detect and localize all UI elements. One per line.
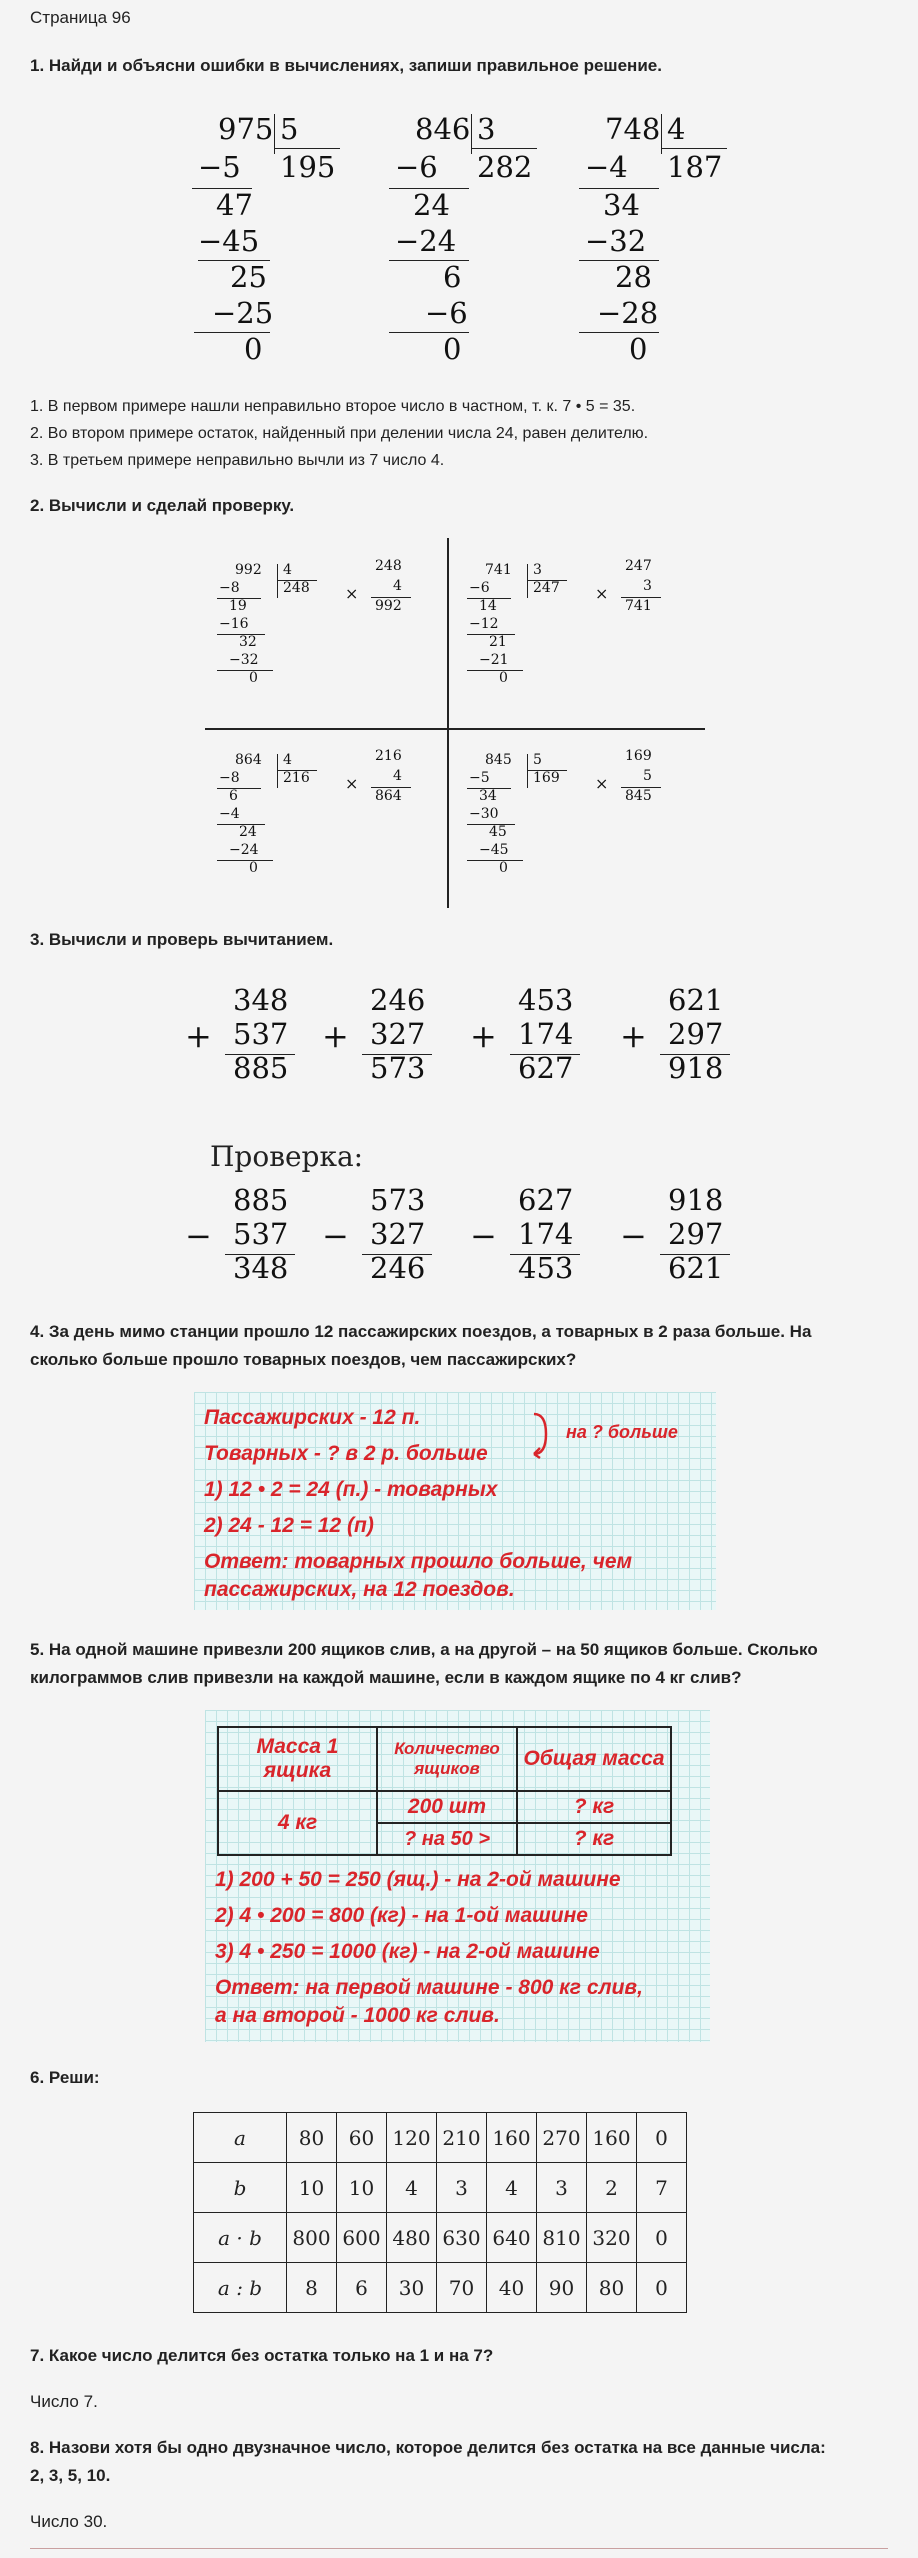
times-sign: × bbox=[595, 584, 609, 603]
quad-4 bbox=[455, 728, 695, 908]
row-header: a · b bbox=[194, 2213, 287, 2263]
task3-sums bbox=[0, 975, 918, 1095]
operand: 918 bbox=[668, 1051, 724, 1085]
quad-number: −4 bbox=[219, 806, 240, 822]
column-example bbox=[620, 1175, 750, 1295]
column-example bbox=[185, 1175, 315, 1295]
sign: + bbox=[470, 1017, 497, 1055]
check-number: 3 bbox=[643, 578, 652, 594]
quad-number: 247 bbox=[533, 580, 560, 596]
check-line bbox=[621, 597, 661, 598]
task2-title: 2. Вычисли и сделай проверку. bbox=[30, 496, 295, 515]
check-line bbox=[621, 787, 661, 788]
task8-title-2: 2, 3, 5, 10. bbox=[30, 2466, 111, 2485]
operand: 537 bbox=[233, 1017, 289, 1051]
table-cell: 4 bbox=[387, 2163, 437, 2213]
operand: 453 bbox=[518, 1251, 574, 1285]
quad-line bbox=[217, 824, 265, 825]
task5-title-2: килограммов слив привезли на каждой машине, если в каждом ящике по 4 кг слив? bbox=[30, 1668, 742, 1687]
task3-checks bbox=[0, 1175, 918, 1295]
row-header: a bbox=[194, 2113, 287, 2163]
quad-line bbox=[467, 788, 511, 789]
sign: + bbox=[620, 1017, 647, 1055]
check-line bbox=[371, 597, 411, 598]
table-cell: 90 bbox=[537, 2263, 587, 2313]
table-row bbox=[194, 2163, 687, 2213]
quad-number: 21 bbox=[489, 634, 507, 650]
operand: 627 bbox=[518, 1183, 574, 1217]
check-number: 248 bbox=[375, 558, 402, 574]
operand: 573 bbox=[370, 1183, 426, 1217]
sum-line bbox=[510, 1254, 580, 1255]
sign: + bbox=[185, 1017, 212, 1055]
operand: 327 bbox=[370, 1217, 426, 1251]
quad-line bbox=[467, 634, 515, 635]
operand: 918 bbox=[668, 1183, 724, 1217]
quad-number: 6 bbox=[229, 788, 238, 804]
quad-number: 4 bbox=[283, 752, 292, 768]
table-cell: 6 bbox=[337, 2263, 387, 2313]
row-header: a : b bbox=[194, 2263, 287, 2313]
times-sign: × bbox=[345, 774, 359, 793]
quad-number: 32 bbox=[239, 634, 257, 650]
task4-solution: Пассажирских - 12 п. Товарных - ? в 2 р. больше на ? больше 1) 12 • 2 = 24 (п.) - товарных 2) 24 - 12 = 12 (п) Ответ: товарных прошло больше, чем пассажирских, на 12 поездов. bbox=[194, 1392, 716, 1610]
table-cell: 0 bbox=[637, 2113, 687, 2163]
check-line bbox=[371, 787, 411, 788]
sign: − bbox=[185, 1217, 212, 1255]
table-cell: 0 bbox=[637, 2263, 687, 2313]
task4-title-1: 4. За день мимо станции прошло 12 пассажирских поездов, а товарных в 2 раза больше. На bbox=[30, 1322, 812, 1341]
quad-number: −45 bbox=[479, 842, 509, 858]
sum-line bbox=[225, 1254, 295, 1255]
check-number: 845 bbox=[625, 788, 652, 804]
operand: 453 bbox=[518, 983, 574, 1017]
quad-number: 19 bbox=[229, 598, 247, 614]
table-cell: 630 bbox=[437, 2213, 487, 2263]
table-cell: 640 bbox=[487, 2213, 537, 2263]
table-cell: 320 bbox=[587, 2213, 637, 2263]
quad-number: 5 bbox=[533, 752, 542, 768]
table-cell: 2 bbox=[587, 2163, 637, 2213]
column-example bbox=[322, 1175, 452, 1295]
quad-line bbox=[527, 564, 528, 598]
check-number: 741 bbox=[625, 598, 652, 614]
quad-line bbox=[527, 580, 567, 581]
quad-number: −12 bbox=[469, 616, 499, 632]
quad-line bbox=[527, 770, 567, 771]
times-sign: × bbox=[595, 774, 609, 793]
quad-number: 3 bbox=[533, 562, 542, 578]
sum-line bbox=[362, 1254, 432, 1255]
row-header: b bbox=[194, 2163, 287, 2213]
task1-answer-1: 1. В первом примере нашли неправильно второе число в частном, т. к. 7 • 5 = 35. bbox=[30, 398, 636, 415]
operand: 348 bbox=[233, 1251, 289, 1285]
sum-line bbox=[510, 1054, 580, 1055]
task6-title: 6. Реши: bbox=[30, 2068, 100, 2087]
division-3: 748 4 187 −4 34 −32 28 −28 0 bbox=[575, 100, 775, 380]
operand: 174 bbox=[518, 1217, 574, 1251]
column-example bbox=[470, 975, 600, 1095]
quad-line bbox=[277, 580, 317, 581]
operand: 297 bbox=[668, 1217, 724, 1251]
sign: − bbox=[470, 1217, 497, 1255]
quad-number: −21 bbox=[479, 652, 509, 668]
table-cell: 160 bbox=[587, 2113, 637, 2163]
page-label: Страница 96 bbox=[30, 8, 131, 27]
quad-number: −5 bbox=[469, 770, 490, 786]
task8-answer: Число 30. bbox=[30, 2512, 108, 2531]
quad-line bbox=[467, 598, 511, 599]
quad-number: 4 bbox=[283, 562, 292, 578]
table-cell: 270 bbox=[537, 2113, 587, 2163]
task5-table: Масса 1 ящика Количество ящиков Общая масса 4 кг 200 шт ? кг ? на 50 > ? кг bbox=[217, 1726, 672, 1856]
operand: 348 bbox=[233, 983, 289, 1017]
table-cell: 600 bbox=[337, 2213, 387, 2263]
quad-line bbox=[277, 754, 278, 788]
check-number: 992 bbox=[375, 598, 402, 614]
column-example bbox=[470, 1175, 600, 1295]
quad-line bbox=[467, 824, 515, 825]
check-number: 169 bbox=[625, 748, 652, 764]
table-cell: 3 bbox=[537, 2163, 587, 2213]
quad-line bbox=[217, 670, 273, 671]
quad-number: −6 bbox=[469, 580, 490, 596]
column-example bbox=[620, 975, 750, 1095]
quad-number: −8 bbox=[219, 770, 240, 786]
sum-line bbox=[362, 1054, 432, 1055]
table-cell: 70 bbox=[437, 2263, 487, 2313]
task6-table bbox=[193, 2112, 687, 2313]
check-label: Проверка: bbox=[210, 1140, 364, 1173]
task4-title-2: сколько больше прошло товарных поездов, чем пассажирских? bbox=[30, 1350, 577, 1369]
check-number: 864 bbox=[375, 788, 402, 804]
quad-number: −8 bbox=[219, 580, 240, 596]
quad-line bbox=[217, 634, 265, 635]
table-cell: 30 bbox=[387, 2263, 437, 2313]
quad-number: 0 bbox=[499, 860, 508, 876]
task5-solution: Масса 1 ящика Количество ящиков Общая масса 4 кг 200 шт ? кг ? на 50 > ? кг 1) 200 + 50 = 250 (ящ.) - на 2-ой машине 2) 4 • 200 = 800 (кг) - на 1-ой машине 3) 4 • 250 = 1000 (кг) - на 2-ой машине Ответ: на первой машине - 800 кг слив, а на второй - 1000 кг слив. bbox=[205, 1710, 710, 2042]
quad-number: 34 bbox=[479, 788, 497, 804]
table-cell: 3 bbox=[437, 2163, 487, 2213]
operand: 621 bbox=[668, 983, 724, 1017]
quad-line bbox=[467, 670, 523, 671]
table-cell: 7 bbox=[637, 2163, 687, 2213]
operand: 573 bbox=[370, 1051, 426, 1085]
task3-title: 3. Вычисли и проверь вычитанием. bbox=[30, 930, 334, 949]
table-row bbox=[194, 2213, 687, 2263]
quad-number: 0 bbox=[499, 670, 508, 686]
quad-2 bbox=[455, 538, 695, 718]
check-number: 5 bbox=[643, 768, 652, 784]
table-cell: 10 bbox=[337, 2163, 387, 2213]
task5-title-1: 5. На одной машине привезли 200 ящиков слив, а на другой – на 50 ящиков больше. Сколько bbox=[30, 1640, 818, 1659]
task7-title: 7. Какое число делится без остатка только на 1 и на 7? bbox=[30, 2346, 494, 2365]
table-cell: 4 bbox=[487, 2163, 537, 2213]
operand: 297 bbox=[668, 1017, 724, 1051]
divider bbox=[30, 2548, 888, 2549]
quad-number: 216 bbox=[283, 770, 310, 786]
table-cell: 160 bbox=[487, 2113, 537, 2163]
task1-title: 1. Найди и объясни ошибки в вычислениях, запиши правильное решение. bbox=[30, 56, 662, 75]
quad-number: 45 bbox=[489, 824, 507, 840]
table-cell: 480 bbox=[387, 2213, 437, 2263]
check-number: 4 bbox=[393, 768, 402, 784]
quad-number: −24 bbox=[229, 842, 259, 858]
table-cell: 10 bbox=[287, 2163, 337, 2213]
check-number: 247 bbox=[625, 558, 652, 574]
quad-number: 248 bbox=[283, 580, 310, 596]
table-row bbox=[194, 2113, 687, 2163]
bracket-arrow-icon bbox=[532, 1410, 554, 1460]
sum-line bbox=[660, 1254, 730, 1255]
quad-number: 741 bbox=[485, 562, 512, 578]
quad-number: −16 bbox=[219, 616, 249, 632]
table-cell: 810 bbox=[537, 2213, 587, 2263]
division-2: 846 3 282 −6 24 −24 6 −6 0 bbox=[385, 100, 585, 380]
quad-line bbox=[217, 860, 273, 861]
table-cell: 0 bbox=[637, 2213, 687, 2263]
quad-1 bbox=[205, 538, 445, 718]
check-number: 4 bbox=[393, 578, 402, 594]
column-example bbox=[185, 975, 315, 1095]
times-sign: × bbox=[345, 584, 359, 603]
quad-line bbox=[467, 860, 523, 861]
sum-line bbox=[225, 1054, 295, 1055]
operand: 537 bbox=[233, 1217, 289, 1251]
quad-line bbox=[277, 770, 317, 771]
task7-answer: Число 7. bbox=[30, 2392, 98, 2411]
check-number: 216 bbox=[375, 748, 402, 764]
quad-number: 864 bbox=[235, 752, 262, 768]
quad-line bbox=[527, 754, 528, 788]
quad-line bbox=[217, 598, 261, 599]
table-cell: 80 bbox=[587, 2263, 637, 2313]
table-cell: 60 bbox=[337, 2113, 387, 2163]
table-row bbox=[194, 2263, 687, 2313]
sign: − bbox=[620, 1217, 647, 1255]
column-example bbox=[322, 975, 452, 1095]
operand: 885 bbox=[233, 1183, 289, 1217]
table-cell: 210 bbox=[437, 2113, 487, 2163]
task2-grid bbox=[205, 538, 705, 908]
sign: − bbox=[322, 1217, 349, 1255]
operand: 327 bbox=[370, 1017, 426, 1051]
table-cell: 80 bbox=[287, 2113, 337, 2163]
quad-number: 0 bbox=[249, 670, 258, 686]
quad-number: 169 bbox=[533, 770, 560, 786]
division-1: 975 5 195 −5 47 −45 25 −25 0 bbox=[190, 100, 390, 380]
table-cell: 800 bbox=[287, 2213, 337, 2263]
quad-number: 0 bbox=[249, 860, 258, 876]
operand: 885 bbox=[233, 1051, 289, 1085]
quad-3 bbox=[205, 728, 445, 908]
quad-line bbox=[217, 788, 261, 789]
sign: + bbox=[322, 1017, 349, 1055]
task1-answer-3: 3. В третьем примере неправильно вычли из 7 число 4. bbox=[30, 452, 445, 469]
operand: 246 bbox=[370, 1251, 426, 1285]
task8-title-1: 8. Назови хотя бы одно двузначное число, которое делится без остатка на все данные числа: bbox=[30, 2438, 826, 2457]
table-cell: 8 bbox=[287, 2263, 337, 2313]
operand: 174 bbox=[518, 1017, 574, 1051]
task1-divisions bbox=[0, 100, 918, 380]
quad-number: 992 bbox=[235, 562, 262, 578]
quad-number: 14 bbox=[479, 598, 497, 614]
operand: 246 bbox=[370, 983, 426, 1017]
operand: 621 bbox=[668, 1251, 724, 1285]
quad-line bbox=[277, 564, 278, 598]
table-cell: 40 bbox=[487, 2263, 537, 2313]
quad-number: −32 bbox=[229, 652, 259, 668]
operand: 627 bbox=[518, 1051, 574, 1085]
quad-number: 845 bbox=[485, 752, 512, 768]
task1-answer-2: 2. Во втором примере остаток, найденный при делении числа 24, равен делителю. bbox=[30, 425, 649, 442]
table-cell: 120 bbox=[387, 2113, 437, 2163]
quad-number: −30 bbox=[469, 806, 499, 822]
quad-number: 24 bbox=[239, 824, 257, 840]
sum-line bbox=[660, 1054, 730, 1055]
